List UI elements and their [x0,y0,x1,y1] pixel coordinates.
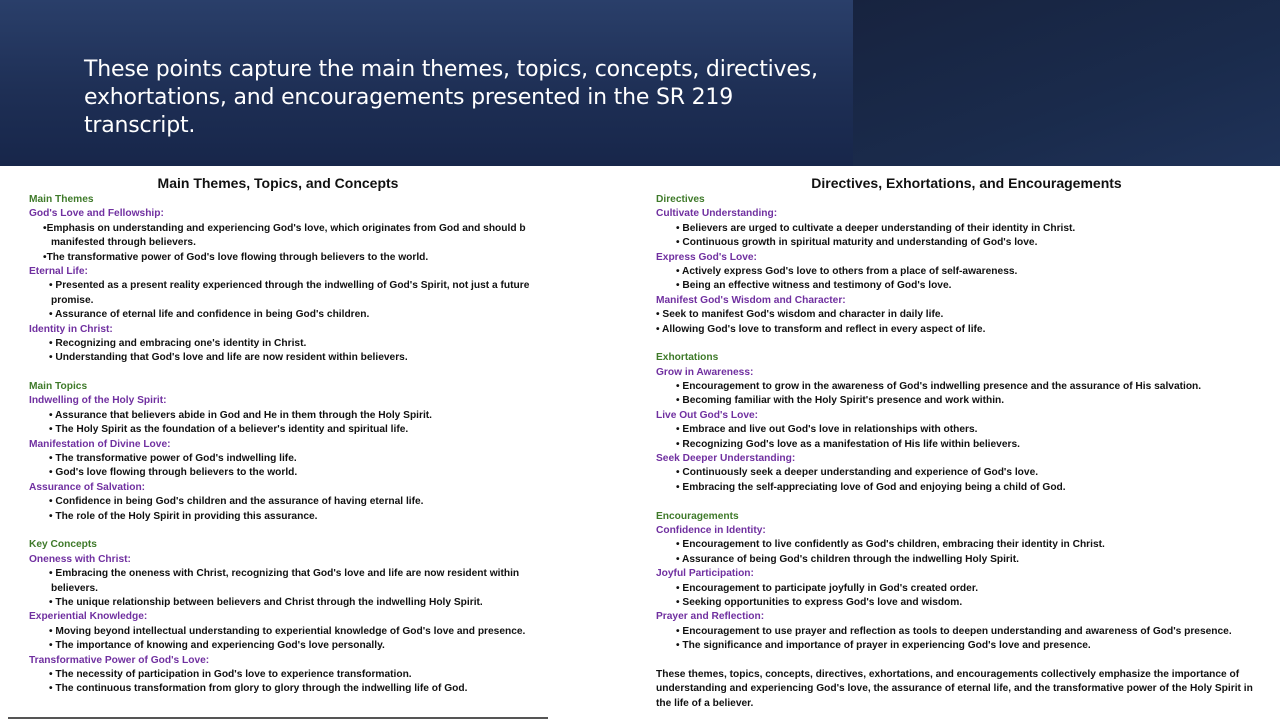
bullet-item: • Confidence in being God's children and the assurance of having eternal life. [49,496,424,508]
bullet-item: • Allowing God's love to transform and reflect in every aspect of life. [656,323,986,335]
slide-title-line-2: exhortations, and encouragements presented in the SR 219 transcript. [84,85,733,138]
spacer [656,654,1253,668]
bullet-item: •The transformative power of God's love flowing through believers to the world. [43,251,429,263]
bullet-item: • The role of the Holy Spirit in providing this assurance. [49,510,318,522]
subheading: Manifest God's Wisdom and Character: [656,294,846,306]
bullet-item: • Embracing the self-appreciating love of God and enjoying being a child of God. [676,481,1066,493]
subheading: Cultivate Understanding: [656,208,778,220]
subheading: Experiential Knowledge: [29,611,148,623]
left-column [8,166,548,719]
subheading: Manifestation of Divine Love: [29,438,171,450]
summary-paragraph-line: understanding and experiencing God's love, the assurance of eternal life, and the transformative power of the Holy Spirit in [656,683,1253,695]
section-heading: Encouragements [656,510,739,522]
bullet-item: • Continuous growth in spiritual maturity and understanding of God's love. [676,237,1038,249]
bullet-item: •Emphasis on understanding and experiencing God's love, which originates from God and should b [43,222,526,234]
subheading: Identity in Christ: [29,323,113,335]
summary-paragraph-line: the life of a believer. [656,697,754,709]
bullet-item: • Encouragement to participate joyfully in God's created order. [676,582,979,594]
bullet-item: • Seeking opportunities to express God's love and wisdom. [676,596,963,608]
bullet-item: • Actively express God's love to others from a place of self-awareness. [676,265,1018,277]
bullet-item: • The importance of knowing and experiencing God's love personally. [49,640,385,652]
section-heading: Directives [656,194,705,205]
section-heading: Exhortations [656,352,719,364]
bullet-item: • Encouragement to live confidently as God's children, embracing their identity in Christ. [676,539,1105,551]
bullet-item: • Believers are urged to cultivate a deeper understanding of their identity in Christ. [676,222,1076,234]
bullet-item: • God's love flowing through believers to the world. [49,467,298,479]
summary-paragraph-line: These themes, topics, concepts, directives, exhortations, and encouragements collectively emphasize the importance of [656,668,1240,680]
bullet-continuation: manifested through believers. [51,237,196,249]
subheading: Transformative Power of God's Love: [29,654,210,666]
bullet-item: • Embracing the oneness with Christ, recognizing that God's love and life are now resident within [49,568,520,580]
bullet-item: • Moving beyond intellectual understanding to experiential knowledge of God's love and presence. [49,625,526,637]
right-column-title: Directives, Exhortations, and Encouragements [811,175,1122,191]
bullet-item: • Embrace and live out God's love in relationships with others. [676,424,978,436]
spacer [656,495,1253,509]
slide-title [84,56,844,140]
spacer [656,337,1253,351]
bullet-item: • Encouragement to grow in the awareness of God's indwelling presence and the assurance of His salvation. [676,381,1202,393]
subheading: Indwelling of the Holy Spirit: [29,395,167,407]
subheading: Grow in Awareness: [656,366,754,378]
bullet-item: • Continuously seek a deeper understanding and experience of God's love. [676,467,1039,479]
bullet-item: • The transformative power of God's indwelling life. [49,453,297,465]
section-heading: Main Topics [29,381,88,393]
bullet-item: • The necessity of participation in God's love to experience transformation. [49,668,412,680]
bullet-item: • Seek to manifest God's wisdom and character in daily life. [656,309,944,321]
subheading: Prayer and Reflection: [656,611,765,623]
subheading: Live Out God's Love: [656,409,759,421]
subheading: Confidence in Identity: [656,524,766,536]
bullet-item: • Assurance of eternal life and confidence in being God's children. [49,309,370,321]
bullet-item: • Being an effective witness and testimony of God's love. [676,280,952,292]
bullet-item: • Assurance of being God's children through the indwelling Holy Spirit. [676,553,1019,565]
bullet-item: • Assurance that believers abide in God and He in them through the Holy Spirit. [49,409,433,421]
subheading: Express God's Love: [656,251,757,263]
bullet-item: • Presented as a present reality experienced through the indwelling of God's Spirit, not just a future [49,280,530,292]
subheading: Joyful Participation: [656,568,754,580]
subheading: Eternal Life: [29,265,88,277]
bullet-item: • Encouragement to use prayer and reflection as tools to deepen understanding and awareness of God's presence. [676,625,1232,637]
subheading: Assurance of Salvation: [29,481,146,493]
bullet-item: • The unique relationship between believers and Christ through the indwelling Holy Spirit. [49,596,483,608]
bullet-item: • Recognizing and embracing one's identity in Christ. [49,337,307,349]
bullet-item: • The continuous transformation from glory to glory through the indwelling life of God. [49,683,468,695]
bullet-item: • Recognizing God's love as a manifestation of His life within believers. [676,438,1020,450]
bullet-item: • Understanding that God's love and life are now resident within believers. [49,352,408,364]
section-heading: Key Concepts [29,539,97,551]
bullet-item: • The Holy Spirit as the foundation of a believer's identity and spiritual life. [49,424,409,436]
bullet-continuation: promise. [51,294,94,306]
subheading: Seek Deeper Understanding: [656,453,796,465]
left-column-title: Main Themes, Topics, and Concepts [157,175,399,191]
right-column-content [656,193,1253,711]
bullet-continuation: believers. [51,582,99,594]
title-banner [0,0,1280,166]
bullet-item: • Becoming familiar with the Holy Spirit's presence and work within. [676,395,1005,407]
spacer [29,524,529,538]
section-heading: Main Themes [29,194,94,205]
right-column [650,166,1278,720]
spacer [29,366,529,380]
banner-dark-panel [853,0,1280,166]
subheading: God's Love and Fellowship: [29,208,164,220]
slide-title-line-1: These points capture the main themes, topics, concepts, directives, [84,57,818,82]
bullet-item: • The significance and importance of prayer in experiencing God's love and presence. [676,640,1091,652]
left-column-content [29,193,529,697]
subheading: Oneness with Christ: [29,553,131,565]
